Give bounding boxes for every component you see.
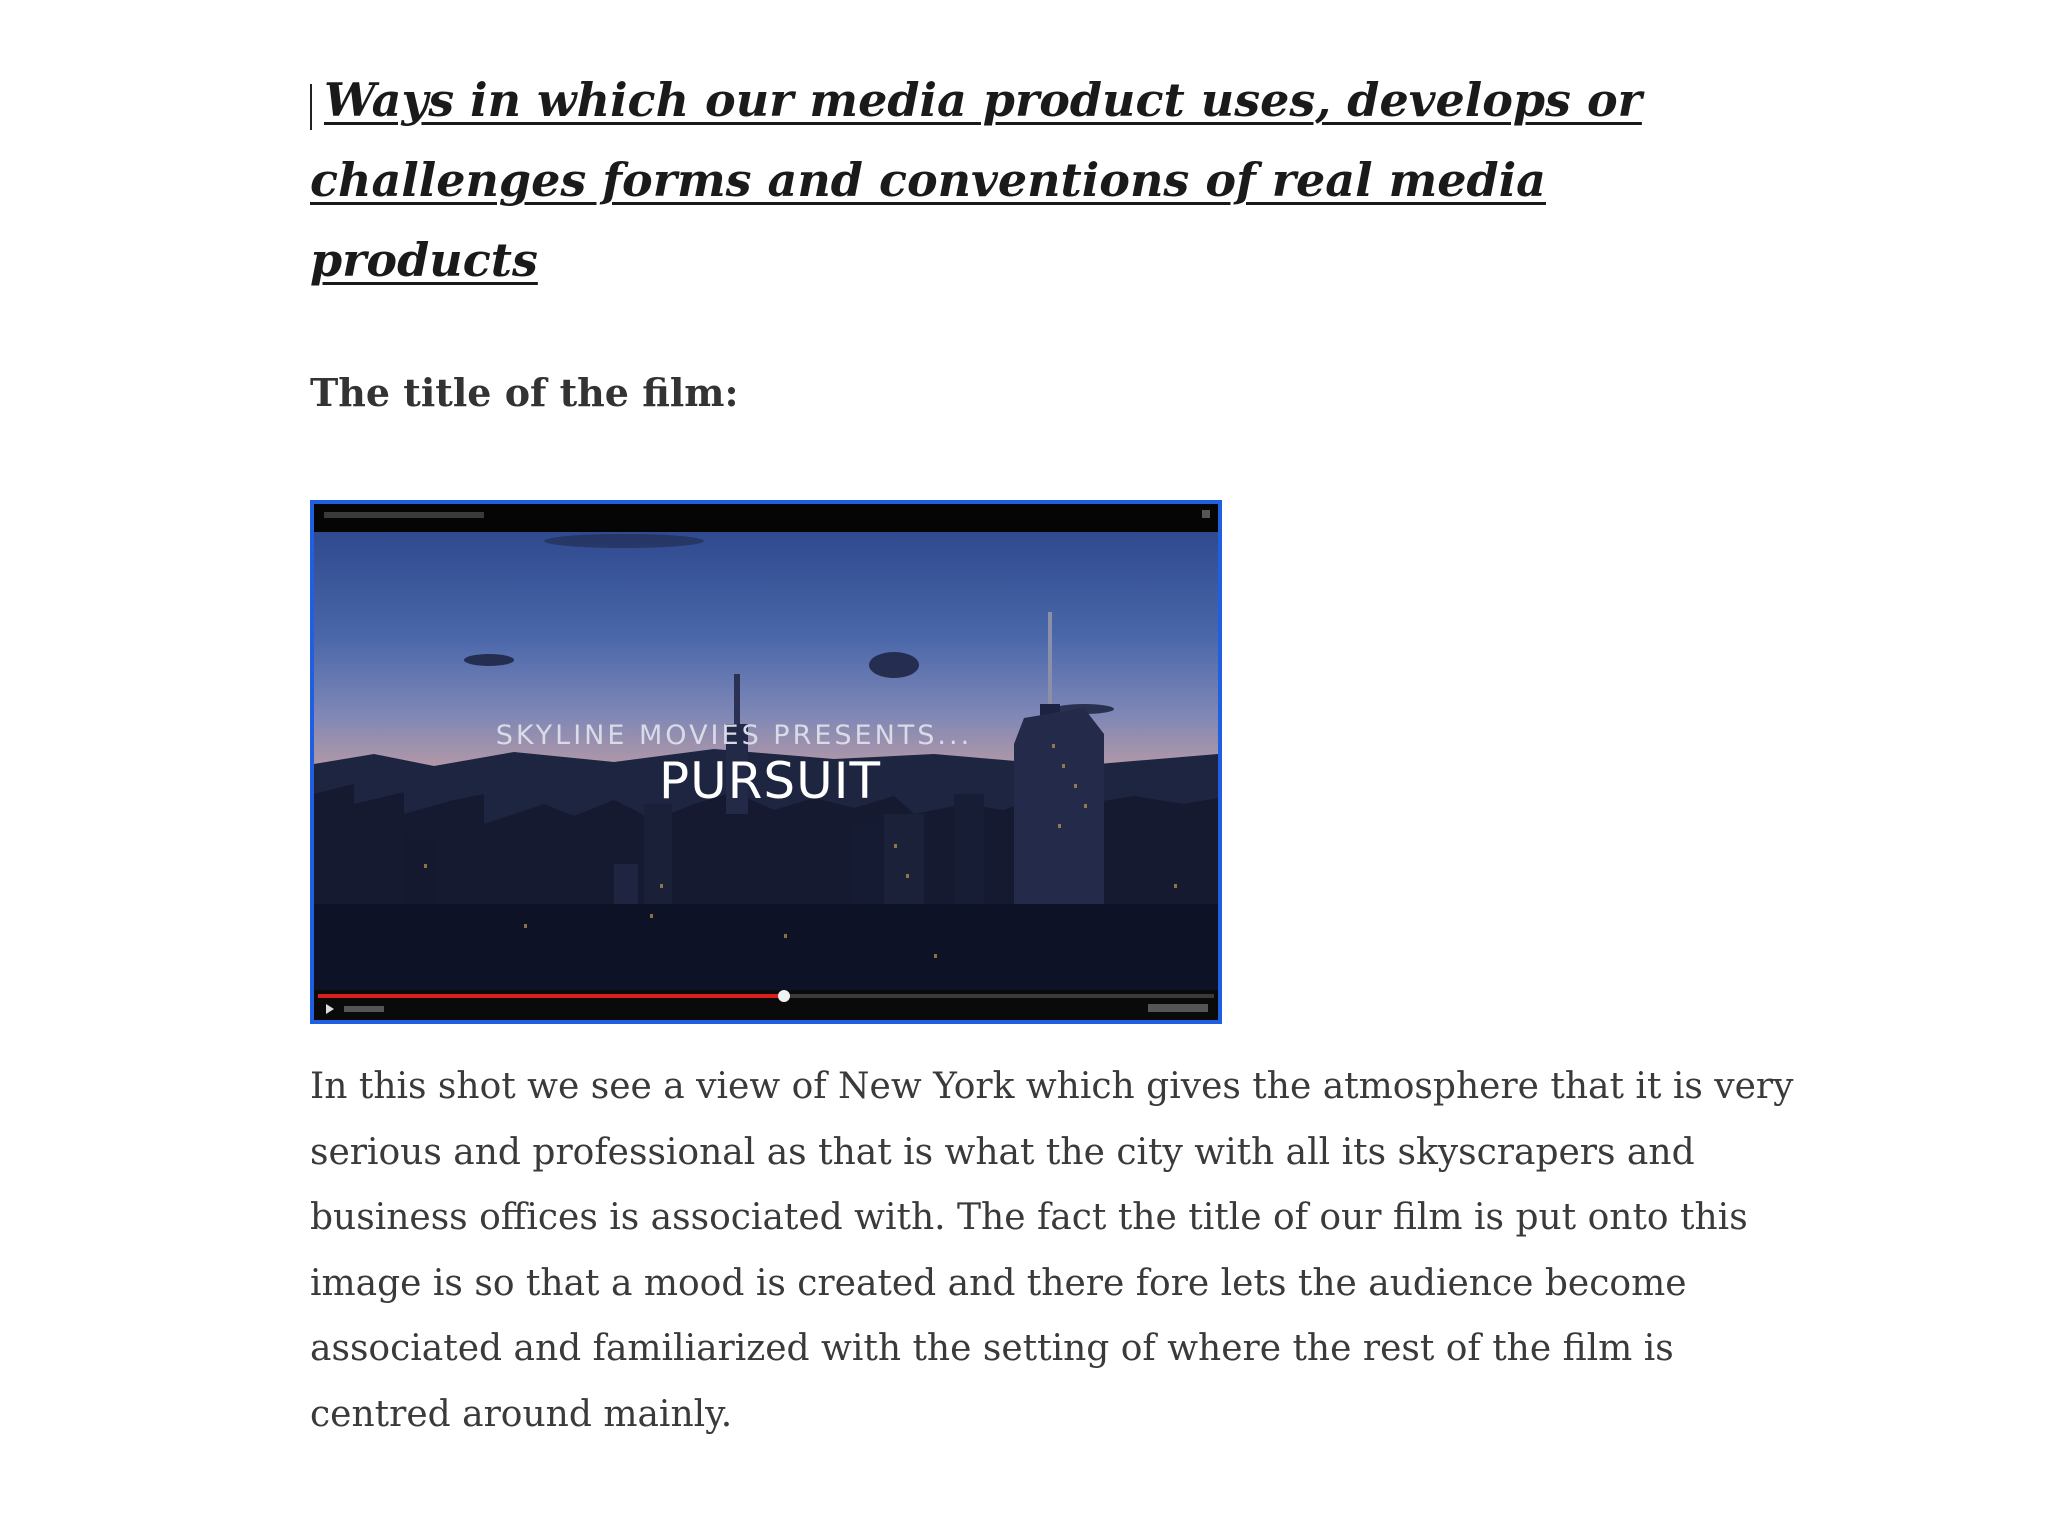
video-still-image[interactable]	[310, 500, 1222, 1024]
video-controls-bar	[314, 990, 1218, 1020]
page-title-text: Ways in which our media product uses, develops or challenges forms and conventions of real media products	[310, 73, 1642, 287]
video-overlay-title: PURSUIT	[658, 752, 882, 810]
video-overlay-subtitle: SKYLINE MOVIES PRESENTS...	[495, 720, 973, 751]
play-icon[interactable]	[326, 1004, 334, 1014]
video-settings-controls[interactable]	[1148, 1004, 1208, 1012]
body-paragraph: In this shot we see a view of New York which gives the atmosphere that it is very serious and professional as that is what the city with all its skyscrapers and business offices is associated with. The fact the title of our film is put onto this image is so that a mood is created and there fore lets the audience become associated and familiarized with the setting of where the rest of the film is centred around mainly.	[310, 1066, 1794, 1435]
page-title	[310, 60, 1770, 300]
video-progress-fill	[318, 994, 784, 998]
video-progress-bar[interactable]	[318, 994, 1214, 998]
section-heading: The title of the film:	[310, 370, 739, 415]
video-progress-handle[interactable]	[778, 990, 790, 1002]
video-time-display	[344, 1006, 384, 1012]
